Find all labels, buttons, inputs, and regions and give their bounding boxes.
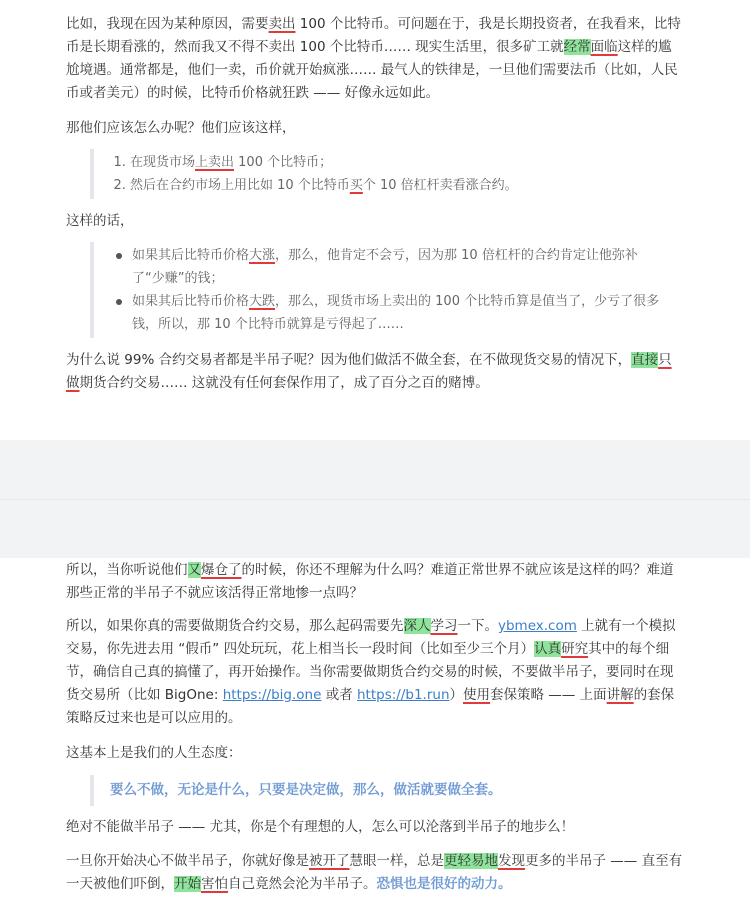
text-run: 更多的半吊子 —— 直至有一天被他们吓倒，	[66, 853, 683, 892]
underlined-text: 只做	[66, 352, 672, 391]
separator-line	[0, 499, 750, 500]
text-run: 上就有一个模拟交易，你先进去用 “假币” 四处玩玩，花上相当长一段时间（比如至少三个月）	[66, 618, 676, 657]
highlighted-text: 经常	[563, 39, 591, 55]
motto-quote: 要么不做，无论是什么，只要是决定做，那么，做活就要做全套。	[90, 775, 670, 806]
text-run: 套保策略 —— 上面	[490, 687, 607, 703]
inline-link[interactable]: https://big.one	[222, 687, 322, 703]
underlined-text: 学习	[430, 618, 458, 634]
underlined-text: 大涨	[249, 248, 276, 263]
outcomes-list	[112, 244, 670, 336]
text-run: 如果其后比特币价格	[132, 294, 250, 309]
underlined-text: 面临	[590, 39, 618, 55]
highlighted-text: 开始	[174, 876, 201, 892]
paragraph-1	[0, 13, 750, 105]
list-item	[132, 290, 670, 336]
text-run: 自己竟然会沦为半吊子。	[228, 876, 377, 892]
article-section-top	[0, 0, 750, 440]
underlined-text: 研究	[561, 641, 589, 657]
underlined-text: 发现	[498, 853, 525, 869]
highlighted-text: 直接	[631, 352, 659, 368]
text-run: 所以，如果你真的需要做期货合约交易，那么起码需要先	[66, 618, 404, 634]
highlighted-text: 认真	[534, 641, 562, 657]
text-run: 的时候，你还不理解为什么吗？难道正常世界不就应该是这样的吗？难道那些正常的半吊子不就应该活得正常地惨一点吗？	[66, 562, 674, 601]
article-section-bottom	[0, 558, 750, 901]
paragraph-9	[0, 850, 750, 896]
text-run: 在现货市场	[130, 155, 196, 170]
text-run: 或者	[321, 687, 357, 703]
paragraph-2: 那他们应该怎么办呢？他们应该这样，	[66, 120, 296, 136]
list-item	[130, 174, 670, 197]
underlined-text: 卖出	[268, 16, 296, 32]
text-run: 100 个比特币。可问题在于，我是长期投资者，在我看来，比特币是长期看涨的，然而我又不得不卖出 100 个比特币…… 现实生活里，很多矿工就	[66, 16, 681, 55]
text-run: 一旦你开始决心不做半吊子，你就好像是	[66, 853, 309, 869]
text-run: 一下。	[457, 618, 498, 634]
text-run: 100 个比特币；	[234, 155, 333, 170]
text-run: 这样的尴尬境遇。通常都是，他们一卖，币价就开始疯涨…… 最气人的铁律是，一旦他们需要法币（比如，人民币或者美元）的时候，比特币价格就狂跌 —— 好像永远如此。	[66, 39, 678, 101]
underlined-text: 使用	[463, 687, 491, 703]
text-run: ，那么，现货市场上卖出的 100 个比特币算是值当了，少亏了很多钱，所以，那 10 个比特币就算是亏得起了……	[132, 294, 660, 332]
highlighted-text: 又	[187, 562, 201, 578]
underlined-text: 买	[349, 178, 363, 193]
text-run: 的套保策略反过来也是可以应用的。	[66, 687, 675, 726]
paragraph-4	[0, 349, 750, 395]
inline-link[interactable]: https://b1.run	[357, 687, 450, 703]
underlined-text: 上卖出	[195, 155, 235, 170]
section-separator	[0, 440, 750, 558]
text-run: 恐惧也是很好的动力。	[376, 876, 512, 892]
inline-link[interactable]: ybmex.com	[498, 618, 577, 634]
text-run: 比如，我现在因为某种原因，需要	[66, 16, 269, 32]
paragraph-8: 绝对不能做半吊子 —— 尤其，你是个有理想的人，怎么可以沦落到半吊子的地步么！	[66, 819, 575, 835]
outcomes-quote	[90, 242, 670, 338]
highlighted-text: 深人	[403, 618, 431, 634]
text-run: 所以，当你听说他们	[66, 562, 188, 578]
text-run: 慧眼一样，总是	[349, 853, 444, 869]
paragraph-6	[0, 615, 750, 730]
text-run: 其中的每个细节，确信自己真的搞懂了，再开始操作。当你需要做期货合约交易的时候，不要做半吊子，要同时在现货交易所（比如 BigOne:	[66, 641, 674, 703]
list-item	[132, 244, 670, 290]
text-run: ，那么，他肯定不会亏，因为那 10 倍杠杆的合约肯定让他弥补了“少赚”的钱；	[132, 248, 638, 286]
steps-quote	[90, 149, 670, 199]
underlined-text: 爆仓了	[201, 562, 242, 578]
underlined-text: 大跌	[249, 294, 276, 309]
text-run: 个 10 倍杠杆卖看涨合约。	[362, 178, 518, 193]
paragraph-3: 这样的话，	[66, 213, 134, 229]
text-run: 如果其后比特币价格	[132, 248, 250, 263]
underlined-text: 害怕	[201, 876, 228, 892]
underlined-text: 讲解	[606, 687, 634, 703]
list-item	[130, 151, 670, 174]
text-run: 为什么说 99% 合约交易者都是半吊子呢？因为他们做活不做全套，在不做现货交易的情况下，	[66, 352, 632, 368]
paragraph-5	[0, 559, 750, 605]
underlined-text: 被开了	[309, 853, 350, 869]
text-run: 期货合约交易…… 这就没有任何套保作用了，成了百分之百的赌博。	[79, 375, 489, 391]
paragraph-7: 这基本上是我们的人生态度：	[66, 745, 242, 761]
highlighted-text: 更轻易地	[444, 853, 498, 869]
text-run: 然后在合约市场上用比如 10 个比特币	[130, 178, 350, 193]
steps-list	[112, 151, 670, 197]
text-run: ）	[449, 687, 464, 703]
